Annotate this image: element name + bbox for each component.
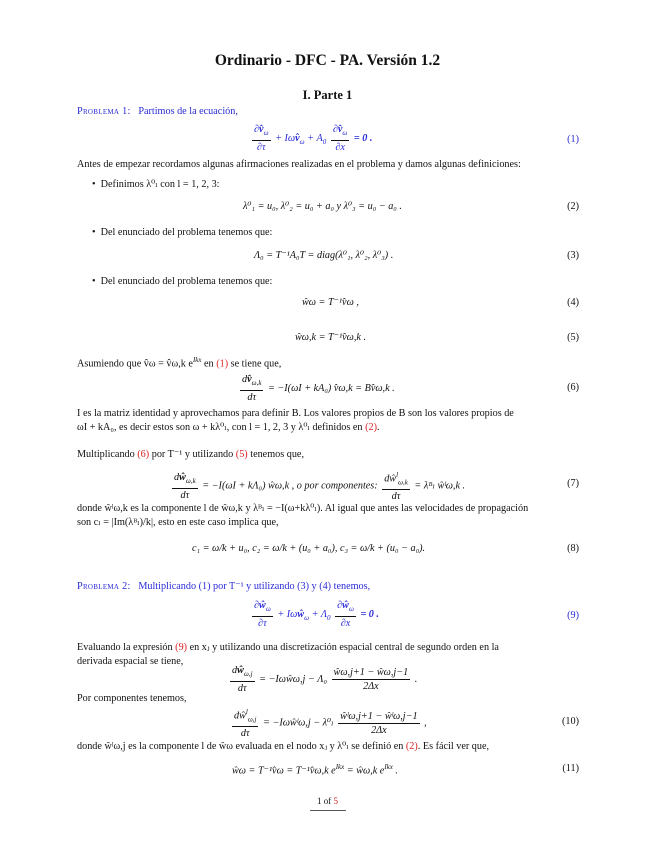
ref-eq-1b[interactable]: (1) xyxy=(198,581,211,592)
evaluation-paragraph: Evaluando la expresión (9) en xⱼ y utilizando una discretización espacial central de segundo orden en la derivada espacial se tiene, xyxy=(77,642,499,667)
bullet-2-text: Del enunciado del problema tenemos que: xyxy=(100,227,273,238)
equation-3: Λ₀ = T⁻¹A₀T = diag(λ⁰₁, λ⁰₂, λ⁰₃) . xyxy=(254,250,394,261)
equation-number-5: (5) xyxy=(567,332,579,343)
page-footer xyxy=(0,796,655,806)
ref-eq-4[interactable]: (4) xyxy=(319,581,332,592)
document-title: Ordinario - DFC - PA. Versión 1.2 xyxy=(214,52,441,69)
equation-number-4: (4) xyxy=(567,297,579,308)
total-pages-link[interactable]: 5 xyxy=(333,796,338,806)
ref-eq-2b[interactable]: (2) xyxy=(405,741,418,752)
components-label: Por componentes tenemos, xyxy=(77,693,187,704)
where-paragraph-2: donde ŵˡω,j es la componente l de ŵω evaluada en el nodo xⱼ y λ⁰ₗ se definió en (2). Es fácil ver que, xyxy=(77,741,490,752)
ref-eq-3[interactable]: (3) xyxy=(297,581,309,592)
equation-6: $\frac{dv̂_{\omega,k}}{d\tau}$ = −I(ωI + kA₀) v̂ω,k = Bv̂ω,k . xyxy=(242,374,395,404)
where-paragraph-1: donde ŵˡω,k es la componente l de ŵω,k y λᴮₗ = −I(ω+kλ⁰ₗ). Al igual que antes las velocidades de propagación son cₗ = |Im(λᴮₗ)/k|, esto en este caso implica que, xyxy=(77,503,529,528)
problem-2-heading: Problema 2: Multiplicando (1) por T⁻¹ y utilizando (3) y (4) tenemos, xyxy=(77,581,371,592)
equation-5: ŵω,k = T⁻¹v̂ω,k . xyxy=(295,332,366,343)
problem-1-text: Partimos de la ecuación, xyxy=(138,106,238,117)
equation-number-10: (10) xyxy=(562,716,579,727)
equation-number-11: (11) xyxy=(562,763,579,774)
bullet-1: • Definimos λ⁰ₗ con l = 1, 2, 3: xyxy=(92,179,220,190)
bullet-2: • Del enunciado del problema tenemos que: xyxy=(92,227,273,238)
equation-number-6: (6) xyxy=(567,382,579,393)
bullet-3-text: Del enunciado del problema tenemos que: xyxy=(100,276,273,287)
intro-paragraph: Antes de empezar recordamos algunas afirmaciones realizadas en el problema y damos algunas definiciones: xyxy=(77,159,521,170)
bullet-1-text: Definimos λ⁰ₗ con l = 1, 2, 3: xyxy=(100,179,220,190)
equation-1-rhs: = 0 . xyxy=(353,132,373,144)
problem-1-heading xyxy=(77,105,577,119)
equation-number-3: (3) xyxy=(567,250,579,261)
section-heading: I. Parte 1 xyxy=(302,88,353,102)
ref-eq-1[interactable]: (1) xyxy=(216,358,229,370)
equation-number-9: (9) xyxy=(567,610,579,621)
bullet-3: • Del enunciado del problema tenemos que: xyxy=(92,276,273,287)
equation-10b: $\frac{dŵ^l_{\omega,j}}{d\tau}$ = −Iωŵˡω,j − λ⁰ₗ $\frac{\text{ŵˡω,j+1 − ŵˡω,j−1}}{2\Delta x}$ , xyxy=(234,708,427,740)
equation-11: ŵω = T⁻¹v̂ω = T⁻¹v̂ω,k $e^{Ikx}$ = ŵω,k $e^{Ikx}$ . xyxy=(232,763,398,777)
ref-eq-2[interactable]: (2) xyxy=(365,422,377,433)
assumption-paragraph: Asumiendo que v̂ω = v̂ω,k $e^{Ikx}$ en (1) se tiene que, xyxy=(77,356,282,370)
equation-number-2: (2) xyxy=(567,201,579,212)
footer-rule xyxy=(310,810,346,811)
equation-4: ŵω = T⁻¹v̂ω , xyxy=(302,297,359,308)
equation-number-8: (8) xyxy=(567,543,579,554)
ref-eq-9[interactable]: (9) xyxy=(175,642,188,653)
equation-10a: $\frac{dŵ_{\omega,j}}{d\tau}$ = −Iωŵω,j − Λ₀ $\frac{ŵ\omega,j+1 - ŵ\omega,j-1}{2\Delta x}$ . xyxy=(232,665,418,695)
problem-1-label: Problema 1: xyxy=(77,106,131,117)
identity-paragraph: I es la matriz identidad y aprovechamos para definir B. Los valores propios de B son los valores propios de ωI + kA₀, es decir estos son ω + kλ⁰ₗ, con l = 1, 2, 3 y λ⁰ₗ definidos en (2). xyxy=(77,408,514,433)
ref-eq-6[interactable]: (6) xyxy=(137,449,150,460)
equation-1: $\frac{\partial v̂_\omega}{\partial\tau}$ + $I\omega v̂_\omega + A_0$ $\frac{\partial v̂_\omega}{\partial x}$ = 0 . xyxy=(254,124,373,154)
equation-9: $\frac{\partial ŵ_\omega}{\partial\tau}$ + Iωŵ$_\omega$ + $\Lambda_0$ $\frac{\partial ŵ_\omega}{\partial x}$ = 0 . xyxy=(254,600,379,630)
ref-eq-5[interactable]: (5) xyxy=(235,449,248,460)
page-number: 1 of xyxy=(317,796,332,806)
equation-number-1: (1) xyxy=(567,134,579,145)
equation-8: c₁ = ω/k + u₀, c₂ = ω/k + (u₀ + a₀), c₃ = ω/k + (u₀ − a₀). xyxy=(192,543,426,554)
equation-number-7: (7) xyxy=(567,478,579,489)
equation-2: λ⁰₁ = u₀, λ⁰₂ = u₀ + a₀ y λ⁰₃ = u₀ − a₀ . xyxy=(243,201,402,212)
multiply-paragraph: Multiplicando (6) por T⁻¹ y utilizando (5) tenemos que, xyxy=(77,449,304,460)
equation-7: $\frac{dŵ_{\omega,k}}{d\tau}$ = −I(ωI + kΛ₀) ŵω,k , o por componentes: $\frac{dŵ^l_{\omega,k}}{d\tau}$ = λᴮₗ ŵˡω,k . xyxy=(174,471,466,503)
